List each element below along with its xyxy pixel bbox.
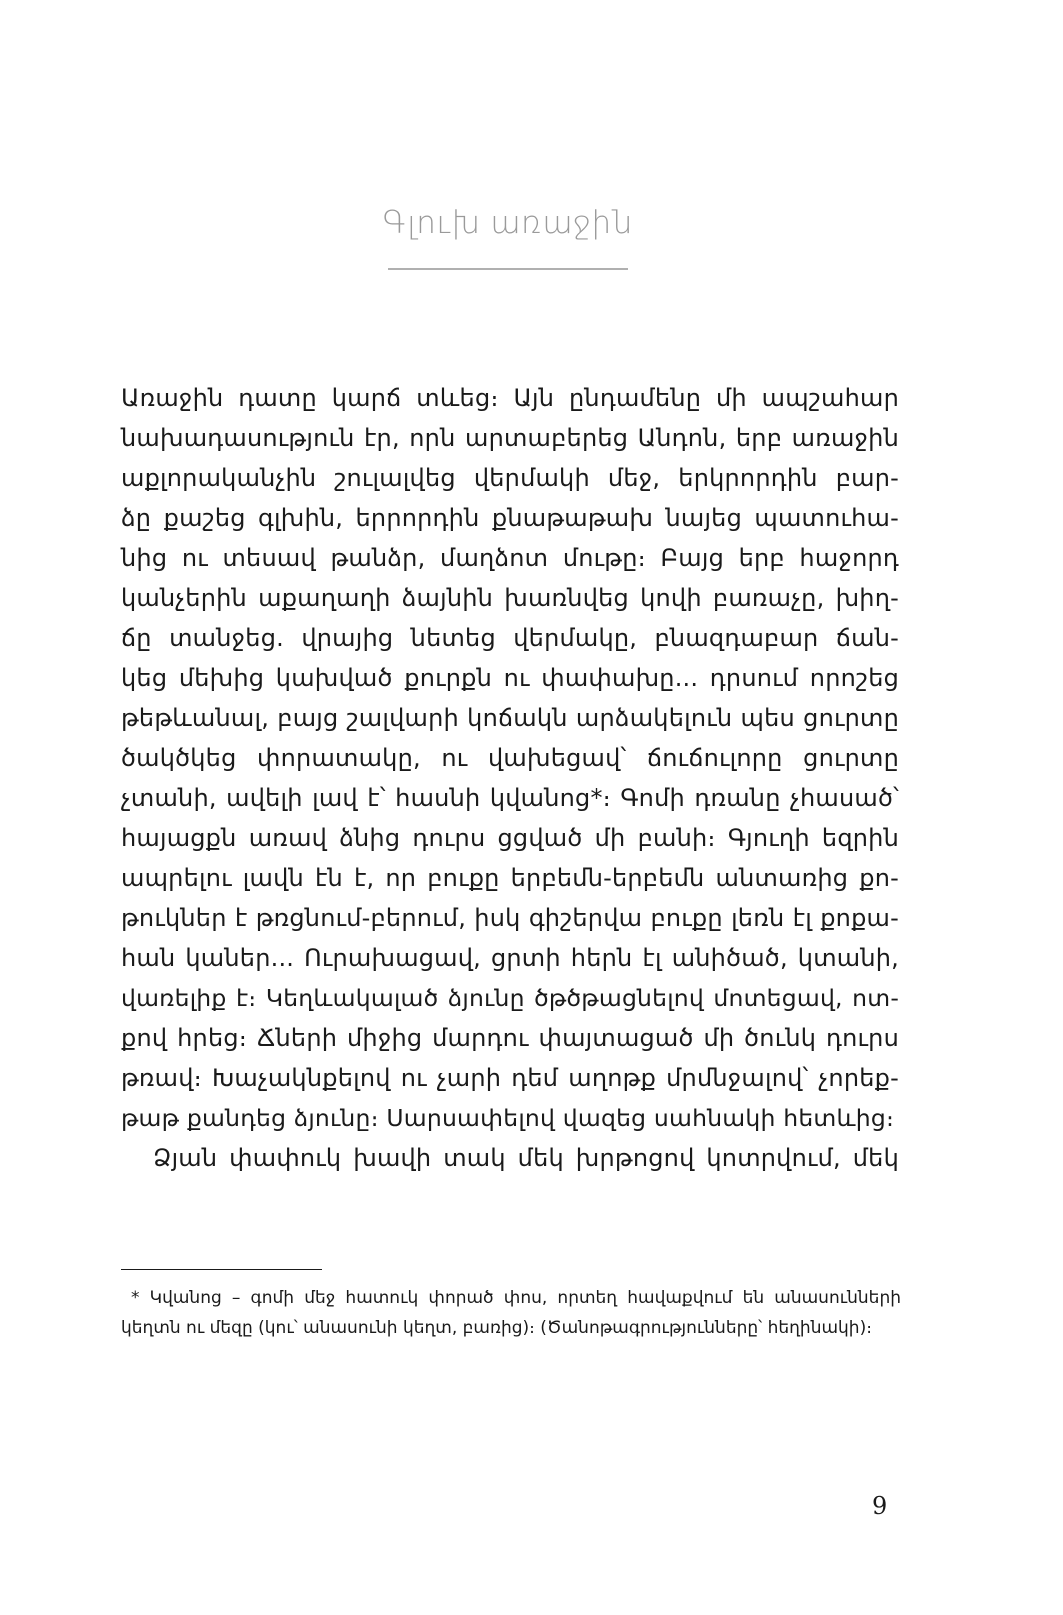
body-line: կեց մեխից կախված քուրքն ու փափախը... դրսում որոշեց [121, 664, 899, 692]
body-line: վառելիք է։ Կեղևակալած ձյունը ծթծթացնելով մոտեցավ, ոտ- [121, 984, 899, 1012]
chapter-title: Գլուխ առաջին [382, 205, 633, 241]
page-number: 9 [872, 1492, 888, 1520]
body-line: Ձյան փափուկ խավի տակ մեկ խրթոցով կոտրվում, մեկ [153, 1144, 899, 1172]
body-line: թաթ քանդեց ձյունը։ Սարսափելով վազեց սահնակի հետևից։ [121, 1104, 895, 1132]
body-text [121, 378, 899, 1178]
footnote [121, 1283, 901, 1343]
body-line: հայացքն առավ ձնից դուրս ցցված մի բանի։ Գյուղի եզրին [121, 824, 899, 852]
body-line: ձը քաշեց գլխին, երրորդին քնաթաթախ նայեց պատուհա- [121, 504, 899, 532]
body-line: կանչերին աքաղաղի ձայնին խառնվեց կովի բառաչը, խիղ- [121, 584, 899, 612]
body-line: Առաջին դատը կարճ տևեց։ Այն ընդամենը մի ապշահար [121, 384, 899, 412]
body-line: թեթևանալ, բայց շալվարի կոճակն արձակելուն պես ցուրտը [121, 704, 899, 732]
body-line: չտանի, ավելի լավ է՝ հասնի կվանոց*։ Գոմի դռանը չհասած՝ [121, 784, 899, 812]
body-line: թռավ։ Խաչակնքելով ու չարի դեմ աղոթք մրմնջալով՝ չորեք- [121, 1064, 899, 1092]
footnote-line: * Կվանոց – գոմի մեջ հատուկ փորած փոս, որտեղ հավաքվում են անասունների [131, 1288, 901, 1308]
footnote-line: կեղտն ու մեզը (կու՝ անասունի կեղտ, բառից)։ (Ծանոթագրությունները՝ հեղինակի)։ [121, 1318, 872, 1338]
body-line: նից ու տեսավ թանձր, մաղձոտ մութը։ Բայց երբ հաջորդ [121, 544, 899, 572]
body-line: թուկներ է թռցնում-բերում, իսկ գիշերվա բուքը լեռն էլ քոքա- [121, 904, 899, 932]
body-line: ապրելու լավն էն է, որ բուքը երբեմն-երբեմն անտառից քո- [121, 864, 899, 892]
body-line: նախադասություն էր, որն արտաբերեց Անդոն, երբ առաջին [121, 424, 899, 452]
footnote-separator [121, 1269, 322, 1270]
body-line: հան կաներ... Ուրախացավ, ցրտի հերն էլ անիծած, կտանի, [121, 944, 899, 972]
body-line: աքլորականչին շուլալվեց վերմակի մեջ, երկրորդին բար- [121, 464, 899, 492]
body-line: ճը տանջեց. վրայից նետեց վերմակը, բնազդաբար ճան- [121, 624, 899, 652]
body-line: քով հրեց։ Ճների միջից մարդու փայտացած մի ծունկ դուրս [121, 1024, 899, 1052]
body-line: ծակծկեց փորատակը, ու վախեցավ՝ ճուճուլորը ցուրտը [121, 744, 899, 772]
title-underline [388, 268, 628, 270]
